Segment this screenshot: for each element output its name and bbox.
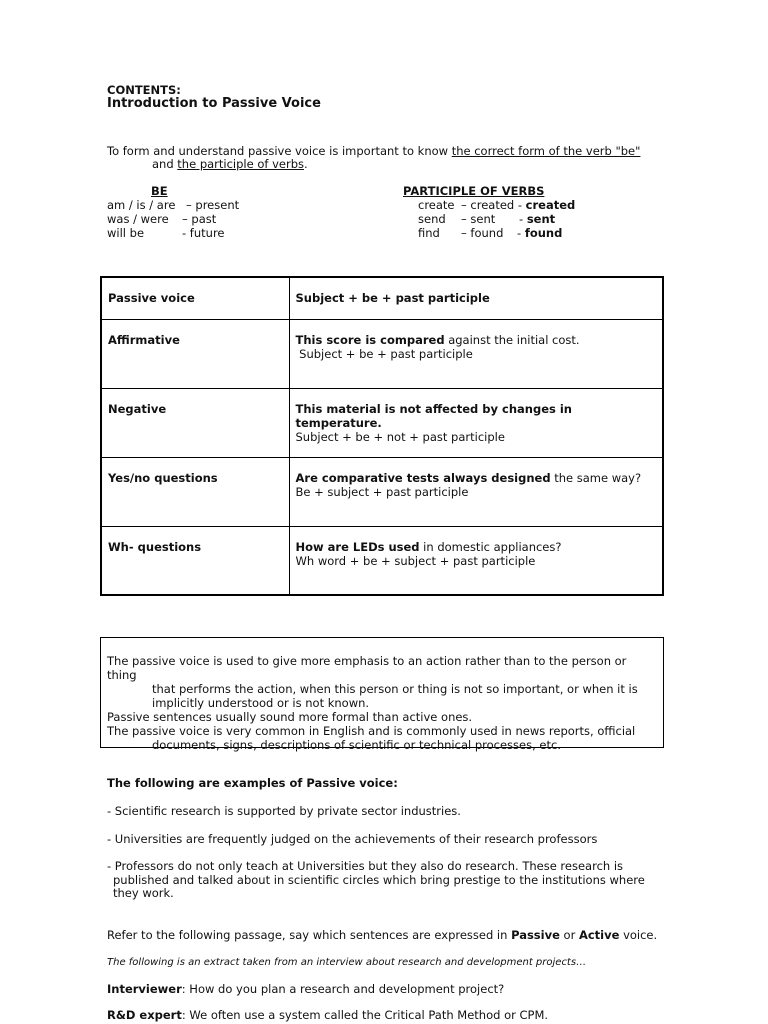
be-row [107,198,175,212]
example-item: - Professors do not only teach at Universities but they also do research. These research is [107,859,624,873]
row-example-rest: in domestic appliances? [419,539,562,554]
speaker-interviewer: Interviewer [107,982,182,996]
note-line: that performs the action, when this person or thing is not so important, or when it is [152,682,638,696]
verb-participle: found [524,226,563,240]
verb-base: find [418,226,440,240]
be-tense: – present [186,198,240,212]
be-heading: BE [151,184,168,198]
be-tense: – past [182,212,217,226]
row-label: Negative [101,388,289,457]
contents-label: CONTENTS: [107,83,181,97]
participle-row [418,212,446,226]
note-line: documents, signs, descriptions of scientific or technical processes, etc. [152,738,561,752]
note-line: The passive voice is very common in English and is commonly used in news reports, official [107,724,636,738]
participle-link: the participle of verbs [177,157,304,171]
row-label: Affirmative [101,319,289,388]
table-row [101,277,663,319]
task-active: Active [578,928,620,942]
row-content [289,319,663,388]
table-row [101,388,663,457]
participle-row-dash [517,226,562,240]
be-tense: - future [182,226,225,240]
table-row [101,526,663,595]
dialogue-line [107,1008,548,1022]
verb-base: create [418,198,455,212]
intro-text: To form and understand passive voice is important to know [107,144,452,158]
verb-dash: - [517,226,522,240]
row-structure: Wh word + be + subject + past participle [295,553,536,568]
intro-period: . [304,157,308,171]
verb-dash: - [519,212,524,226]
row-structure: Subject + be + not + past participle [295,429,505,444]
intro-and: and [152,157,178,171]
table-row [101,319,663,388]
be-row [107,226,144,240]
extract-note: The following is an extract taken from an interview about research and development projects… [107,957,587,968]
participle-row-past [461,198,575,212]
verb-past: – sent [461,212,496,226]
participle-row [418,198,455,212]
row-label: Passive voice [101,277,289,319]
row-structure: Be + subject + past participle [295,484,469,499]
page-title: Introduction to Passive Voice [107,96,321,111]
verb-participle: sent [526,212,556,226]
dialogue-line [107,982,504,996]
note-line: Passive sentences usually sound more formal than active ones. [107,710,473,724]
note-line: The passive voice is used to give more emphasis to an action rather than to the person or thing [107,654,627,682]
table-row [101,457,663,526]
row-example-bold: How are LEDs used [295,539,420,554]
note-line: implicitly understood or is not known. [152,696,370,710]
be-form: will be [107,226,145,240]
examples-heading: The following are examples of Passive voice: [107,776,398,790]
be-form-link: the correct form of the verb "be" [451,144,641,158]
row-example-rest: the same way? [550,470,642,485]
row-example-bold: This score is compared [295,332,445,347]
verb-past: – found [461,226,504,240]
be-row [107,212,169,226]
row-content [289,277,663,319]
example-item-cont: they work. [113,886,174,900]
dialogue-text: : How do you plan a research and development project? [181,982,505,996]
usage-note-box [100,637,664,752]
task-instruction [107,928,657,942]
passive-voice-table [100,276,664,596]
row-label: Yes/no questions [101,457,289,526]
example-item-cont: published and talked about in scientific circles which bring prestige to the institutions where [113,873,645,887]
task-passive: Passive [511,928,560,942]
participle-heading: PARTICIPLE OF VERBS [403,184,545,198]
verb-participle: created [525,198,576,212]
task-text: Refer to the following passage, say which sentences are expressed in [107,928,512,942]
be-form: was / were [107,212,169,226]
intro-line-1 [107,144,640,158]
row-example-bold: Are comparative tests always designed [295,470,551,485]
example-item: - Universities are frequently judged on the achievements of their research professors [107,832,598,846]
dialogue-text: : We often use a system called the Critical Path Method or CPM. [181,1008,549,1022]
participle-row-dash [519,212,555,226]
row-content [289,457,663,526]
verb-past: – created - [461,198,523,212]
row-content [289,388,663,457]
participle-row [418,226,440,240]
row-label: Wh- questions [101,526,289,595]
task-text-end: voice. [619,928,658,942]
row-structure: Subject + be + past participle [295,346,473,361]
example-item: - Scientific research is supported by private sector industries. [107,804,461,818]
intro-line-2 [152,157,308,171]
be-form: am / is / are [107,198,176,212]
row-example-bold: This material is not affected by changes in temperature. [295,401,572,430]
speaker-expert: R&D expert [107,1008,182,1022]
row-example-bold: Subject + be + past participle [295,291,490,305]
verb-base: send [418,212,446,226]
row-example-rest: against the initial cost. [444,332,580,347]
row-content [289,526,663,595]
task-or: or [559,928,579,942]
